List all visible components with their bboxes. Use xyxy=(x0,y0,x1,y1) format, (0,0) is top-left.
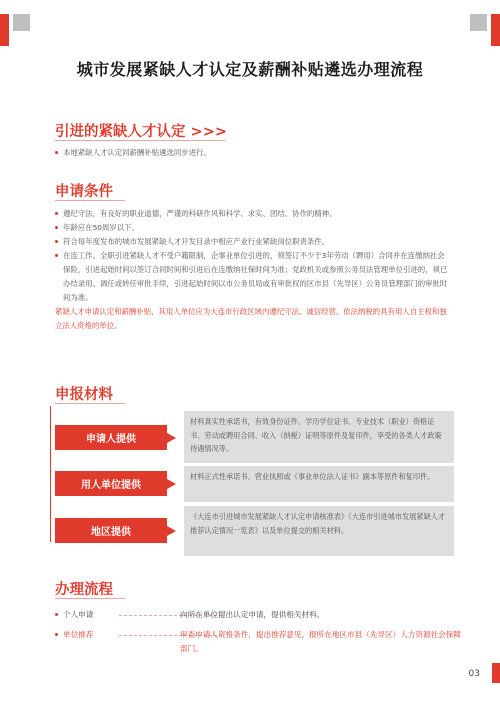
corner-square-left xyxy=(13,14,30,31)
corner-accent-left xyxy=(0,14,9,46)
list-item: 遵纪守法，有良好的职业道德，严谨的科研作风和科学、求实、团结、协作的精神。 xyxy=(55,207,450,221)
page-title: 城市发展紧缺人才认定及薪酬补贴遴选办理流程 xyxy=(76,60,424,79)
arrow-right-icon xyxy=(167,526,176,536)
materials-label-employer xyxy=(55,471,167,496)
list-item: 本地紧缺人才认定同薪酬补贴遴选同步进行。 xyxy=(55,146,450,160)
corner-square-right xyxy=(470,14,487,31)
process-row-individual xyxy=(55,608,455,622)
section-underline xyxy=(55,403,125,404)
section-title-materials: 申报材料 xyxy=(55,387,113,403)
page-number: 03 xyxy=(468,669,480,679)
conditions-note: 紧缺人才申请认定和薪酬补贴，其用人单位应为大连市行政区域内遵纪守法、诚信经营、依法纳税的具有用人自主权和独立法人资格的单位。 xyxy=(55,307,447,330)
section1-body xyxy=(55,146,450,160)
section-title-talent: 引进的紧缺人才认定 >>> xyxy=(55,124,227,140)
arrow-right-icon xyxy=(167,433,176,443)
process-text: 向所在单位提出认定申请，提供相关材料。 xyxy=(180,610,325,619)
materials-desc-region: 《大连市引进城市发展紧缺人才认定申请核准表》《大连市引进城市发展紧缺人才推荐认定情况一览表》以及单位提交的相关材料。 xyxy=(184,506,454,556)
materials-desc-employer: 材料正式性承诺书、营业执照或《事业单位法人证书》副本等原件和复印件。 xyxy=(184,466,454,502)
page-number-accent xyxy=(492,663,500,683)
materials-desc-applicant: 材料真实性承诺书，有效身份证件、学历学位证书、专业技术（职业）资格证书、劳动或聘用合同、收入（纳税）证明等原件及复印件，享受的各类人才政策待遇情况等。 xyxy=(184,411,454,463)
section-underline xyxy=(55,598,125,599)
section-title-conditions: 申请条件 xyxy=(55,184,113,200)
process-label: 个人申请 xyxy=(55,608,128,622)
list-item: 符合每年度发布的城市发展紧缺人才开发目录中相应产业行业紧缺岗位职责条件。 xyxy=(55,235,450,249)
section-underline xyxy=(55,140,225,141)
materials-label-text: 地区提供 xyxy=(91,527,131,538)
materials-label-region xyxy=(55,518,167,543)
materials-label-text: 申请人提供 xyxy=(86,434,136,445)
process-text: 审查申请人资格条件，提出推荐意见，报所在地区市县（先导区）人力资源社会保障部门。 xyxy=(180,630,461,653)
materials-label-text: 用人单位提供 xyxy=(81,480,141,491)
section-title-process: 办理流程 xyxy=(55,582,113,598)
section-underline xyxy=(55,200,125,201)
process-label: 单位推荐 xyxy=(55,628,128,642)
materials-label-applicant xyxy=(55,425,167,450)
arrow-right-icon xyxy=(167,479,176,489)
section2-body xyxy=(55,207,450,333)
corner-accent-right xyxy=(491,14,500,46)
timeline-line xyxy=(50,406,51,542)
process-row-unit xyxy=(55,628,461,656)
list-item: 年龄应在50周岁以下。 xyxy=(55,221,450,235)
list-item: 在连工作。全职引进紧缺人才不受户籍限制，企事业单位引进的，须签订不少于3年劳动（聘用）合同并在连缴纳社会保险，引进起始时间以签订合同时间和引进后在连缴纳社保时间为准；党政机关或参照公务员法管理单位引进的，须已办结录用、调任或转任审批手续，引进起始时间以市公务员局或有审批权的区市县（先导区）公务员管理部门的审批时间为准。 xyxy=(55,249,450,305)
